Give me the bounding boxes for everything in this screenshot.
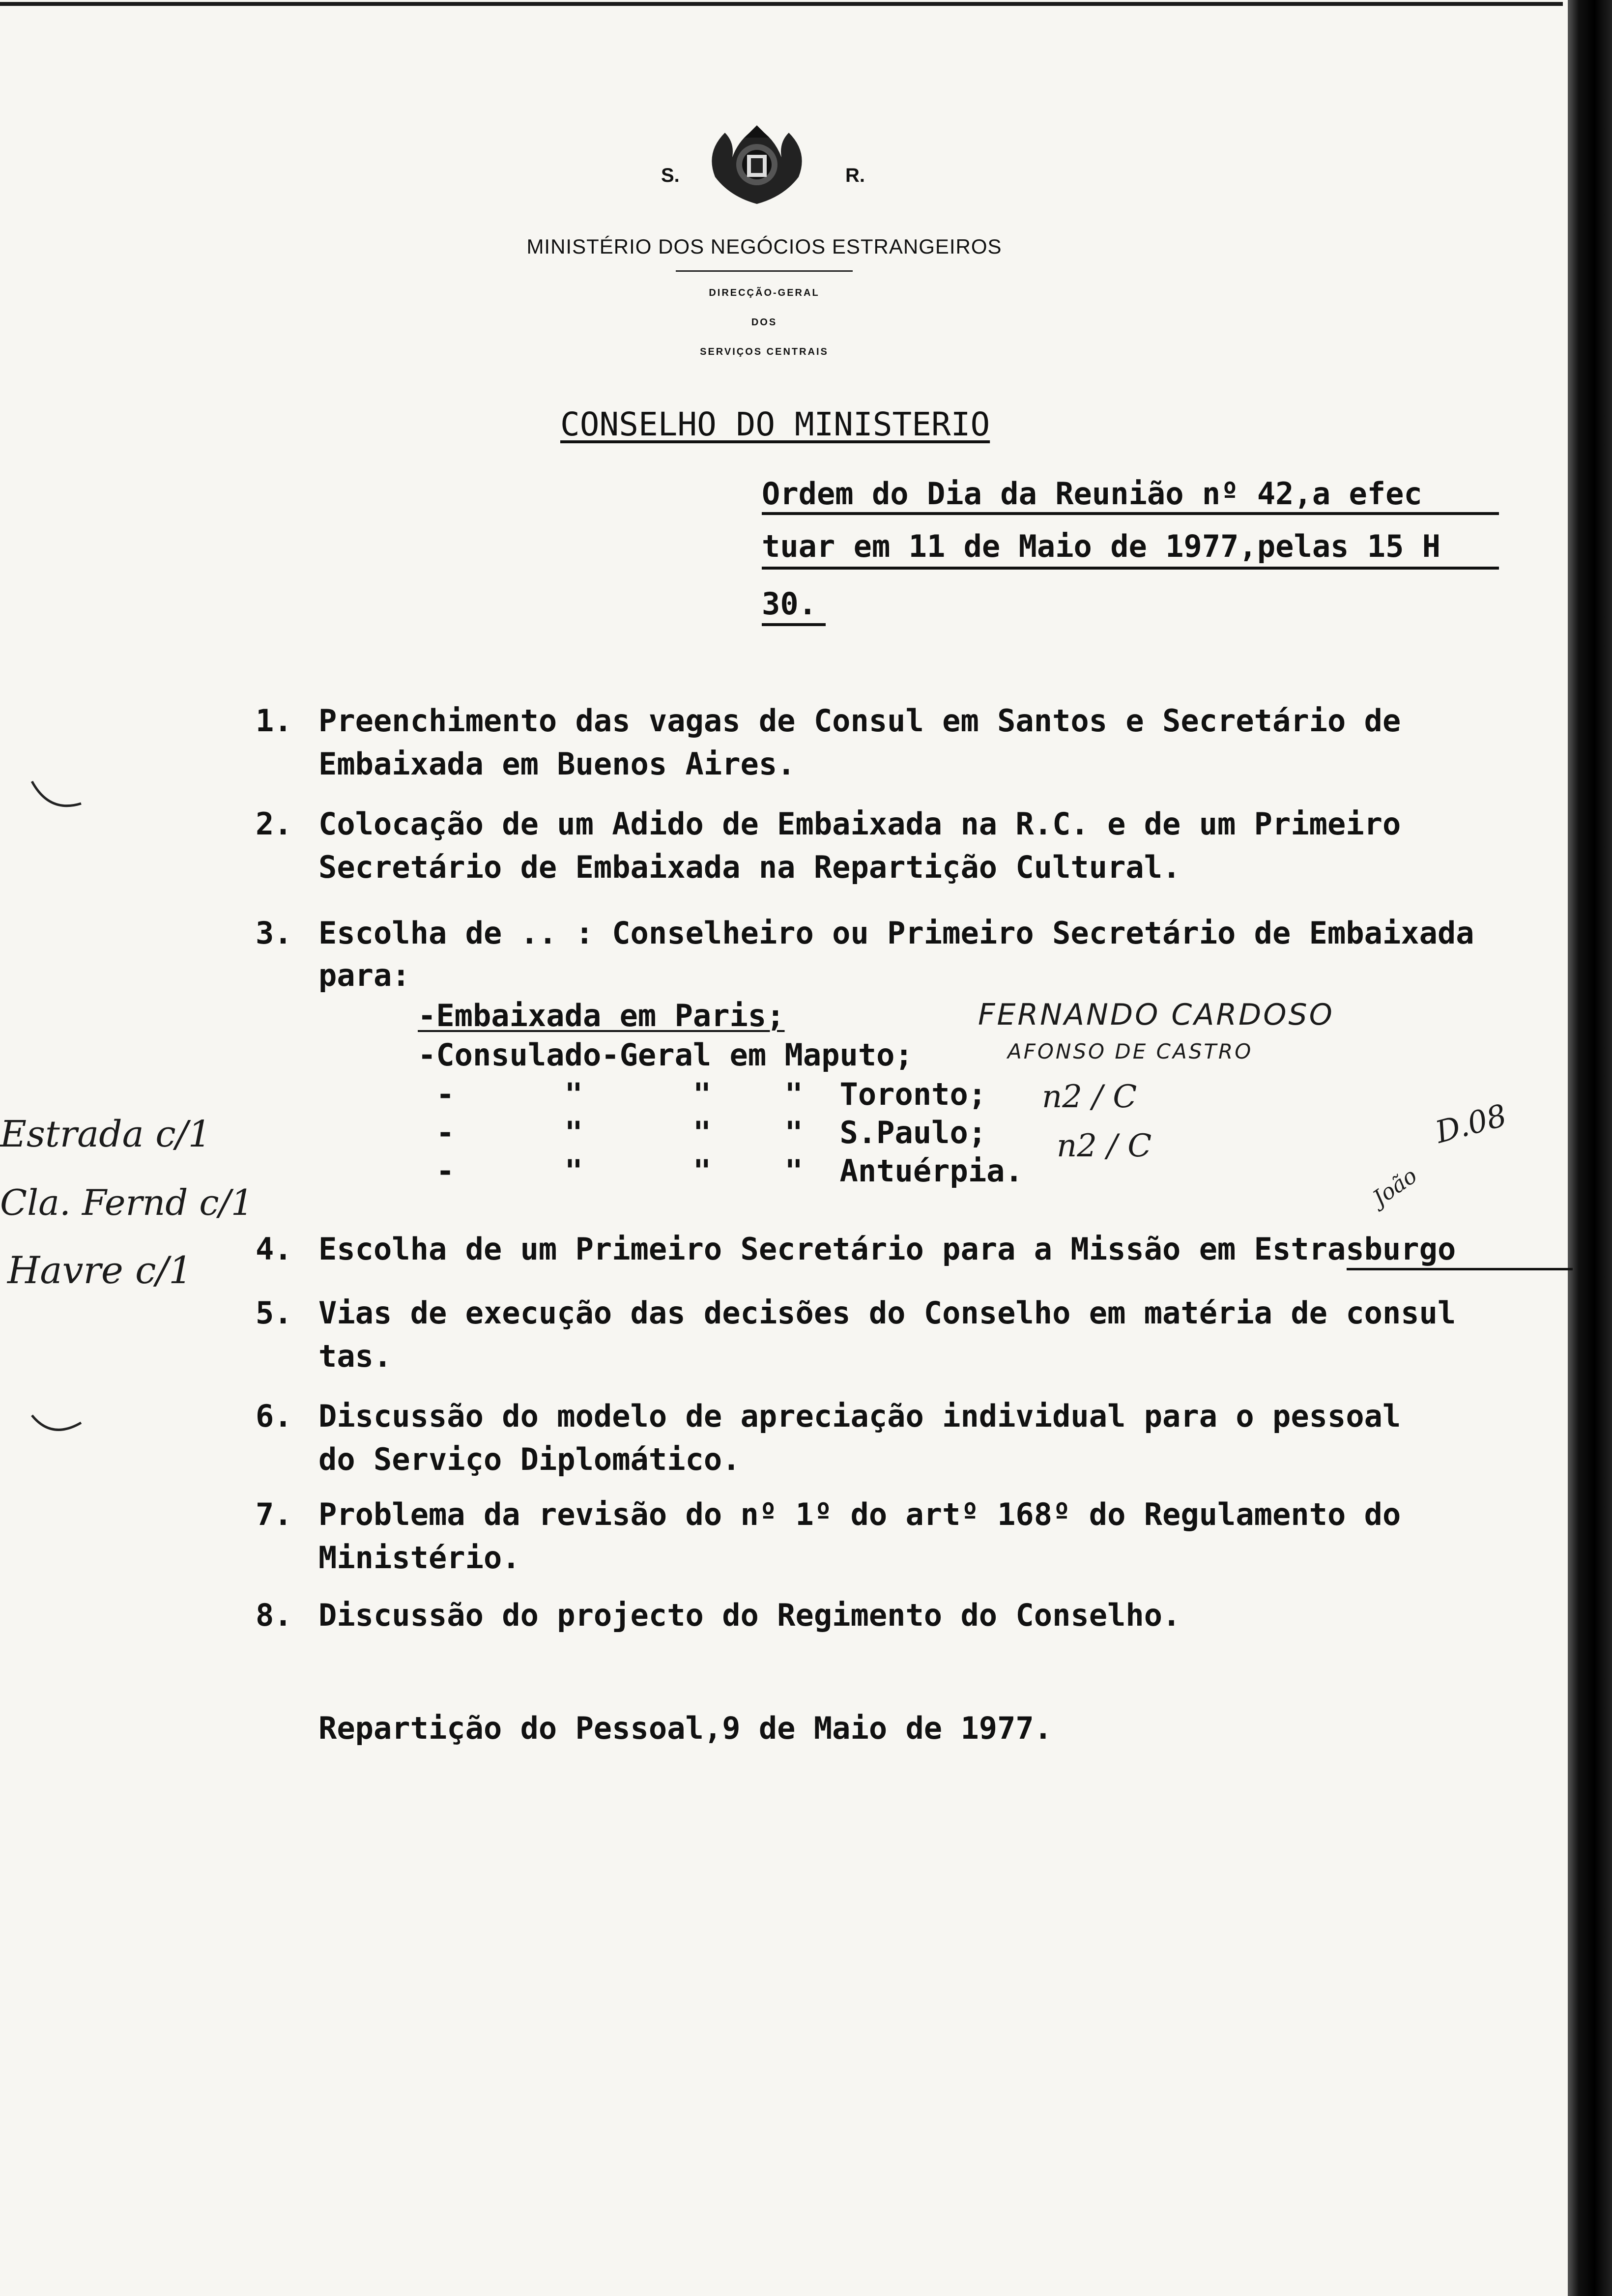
top-edge-rule xyxy=(0,2,1563,6)
margin-check-icon xyxy=(29,1406,84,1440)
handwritten-note-right-1: D.08 xyxy=(1432,1097,1511,1150)
item-4-line-1: Escolha de um Primeiro Secretário para a Missão em Estrasburgo xyxy=(318,1231,1456,1267)
margin-note-2: Cla. Fernd c/1 xyxy=(0,1182,254,1223)
coat-of-arms-icon xyxy=(705,123,808,206)
post-antuerpia: - " " " Antuérpia. xyxy=(418,1153,1023,1189)
post-toronto: - " " " Toronto; xyxy=(418,1076,987,1112)
ministry-underline xyxy=(676,270,853,272)
handwritten-note-spaulo: n2 / C xyxy=(1057,1128,1152,1164)
item-number: 5. xyxy=(256,1295,292,1331)
item-2-line-1: Colocação de um Adido de Embaixada na R.C. e de um Primeiro xyxy=(318,806,1401,842)
post-spaulo: - " " " S.Paulo; xyxy=(418,1115,987,1150)
council-title: CONSELHO DO MINISTERIO xyxy=(560,405,990,443)
margin-note-3: Havre c/1 xyxy=(7,1248,193,1292)
item-number: 1. xyxy=(256,703,292,739)
item-number: 2. xyxy=(256,806,292,842)
item-7-line-1: Problema da revisão do nº 1º do artº 168º do Regulamento do xyxy=(318,1496,1401,1532)
item-8-line-1: Discussão do projecto do Regimento do Conselho. xyxy=(318,1597,1181,1633)
item-number: 3. xyxy=(256,915,292,951)
item-5-line-1: Vias de execução das decisões do Conselho em matéria de consul xyxy=(318,1295,1456,1331)
item-6-line-2: do Serviço Diplomático. xyxy=(318,1441,741,1477)
post-paris: -Embaixada em Paris; xyxy=(418,998,785,1033)
department-line-1: DIRECÇÃO-GERAL xyxy=(709,287,820,298)
letterhead-initial-s: S. xyxy=(661,165,680,186)
agenda-underline-1 xyxy=(762,512,1499,515)
margin-check-icon xyxy=(29,776,84,816)
item-3-line-1: Escolha de .. : Conselheiro ou Primeiro Secretário de Embaixada xyxy=(318,915,1474,951)
item-number: 4. xyxy=(256,1231,292,1267)
handwritten-name-maputo: AFONSO DE CASTRO xyxy=(1008,1039,1253,1063)
footer-signature-line: Repartição do Pessoal,9 de Maio de 1977. xyxy=(318,1710,1053,1746)
item-1-line-2: Embaixada em Buenos Aires. xyxy=(318,746,796,782)
handwritten-note-right-2: João xyxy=(1368,1163,1422,1211)
margin-note-1: Estrada c/1 xyxy=(0,1113,211,1155)
item-number: 6. xyxy=(256,1398,292,1434)
item-1-line-1: Preenchimento das vagas de Consul em Santos e Secretário de xyxy=(318,703,1401,739)
item-6-line-1: Discussão do modelo de apreciação individual para o pessoal xyxy=(318,1398,1401,1434)
agenda-underline-2 xyxy=(762,567,1499,570)
item-number: 8. xyxy=(256,1597,292,1633)
item-7-line-2: Ministério. xyxy=(318,1540,520,1576)
agenda-heading-line-3: 30. xyxy=(762,586,817,622)
department-line-2: DOS xyxy=(751,317,777,328)
item-5-line-2: tas. xyxy=(318,1338,392,1374)
item-2-line-2: Secretário de Embaixada na Repartição Cultural. xyxy=(318,849,1181,885)
item-number: 7. xyxy=(256,1496,292,1532)
handwritten-name-paris: FERNANDO CARDOSO xyxy=(978,998,1334,1032)
agenda-underline-3 xyxy=(762,623,826,626)
handwritten-note-toronto: n2 / C xyxy=(1042,1079,1137,1115)
agenda-heading-line-2: tuar em 11 de Maio de 1977,pelas 15 H xyxy=(762,528,1441,564)
estrasburgo-underline xyxy=(1347,1268,1573,1270)
ministry-name: MINISTÉRIO DOS NEGÓCIOS ESTRANGEIROS xyxy=(526,235,1002,258)
letterhead-initial-r: R. xyxy=(845,165,865,186)
item-3-line-2: para: xyxy=(318,957,410,993)
scan-edge xyxy=(1568,0,1612,2296)
agenda-heading-line-1: Ordem do Dia da Reunião nº 42,a efec xyxy=(762,476,1422,512)
post-maputo: -Consulado-Geral em Maputo; xyxy=(418,1037,913,1073)
department-line-3: SERVIÇOS CENTRAIS xyxy=(700,346,829,357)
